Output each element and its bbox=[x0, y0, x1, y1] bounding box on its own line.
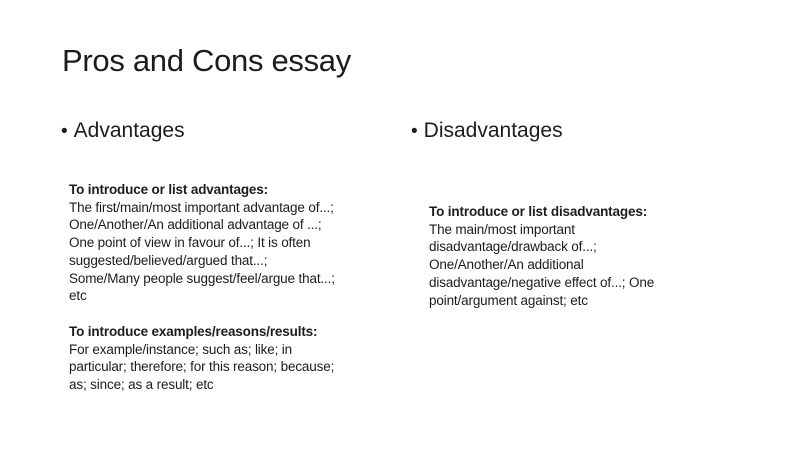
phrase-line: One/Another/An additional bbox=[429, 257, 584, 273]
phrase-line: etc bbox=[69, 288, 87, 304]
block-heading: To introduce examples/reasons/results: bbox=[69, 324, 318, 339]
phrase-line: disadvantage/negative effect of...; One bbox=[429, 274, 655, 290]
phrase-line: One/Another/An additional advantage of ...; bbox=[69, 217, 322, 233]
bullet-icon: • bbox=[411, 121, 418, 142]
advantages-heading-label: Advantages bbox=[73, 119, 185, 142]
phrase-line: disadvantage/drawback of...; bbox=[429, 239, 597, 255]
examples-phrases-block bbox=[69, 323, 334, 394]
bullet-icon: • bbox=[61, 121, 68, 142]
disadvantages-phrases-block bbox=[429, 203, 654, 309]
phrase-line: One point of view in favour of...; It is often bbox=[69, 235, 311, 251]
slide-title: Pros and Cons essay bbox=[62, 43, 351, 78]
phrase-line: The main/most important bbox=[429, 221, 575, 237]
phrase-line: particular; therefore; for this reason; because; bbox=[69, 359, 335, 375]
phrase-line: Some/Many people suggest/feel/argue that...; bbox=[69, 270, 335, 286]
phrase-line: as; since; as a result; etc bbox=[69, 377, 214, 393]
disadvantages-heading-label: Disadvantages bbox=[423, 119, 563, 142]
block-heading: To introduce or list advantages: bbox=[69, 182, 268, 197]
phrase-line: point/argument against; etc bbox=[429, 292, 588, 308]
phrase-line: suggested/believed/argued that...; bbox=[69, 252, 268, 268]
column-heading-disadvantages bbox=[411, 118, 563, 144]
advantages-phrases-block bbox=[69, 181, 335, 305]
phrase-line: The first/main/most important advantage of...; bbox=[69, 199, 334, 215]
column-heading-advantages bbox=[61, 118, 185, 144]
phrase-line: For example/instance; such as; like; in bbox=[69, 341, 293, 357]
block-heading: To introduce or list disadvantages: bbox=[429, 204, 648, 219]
